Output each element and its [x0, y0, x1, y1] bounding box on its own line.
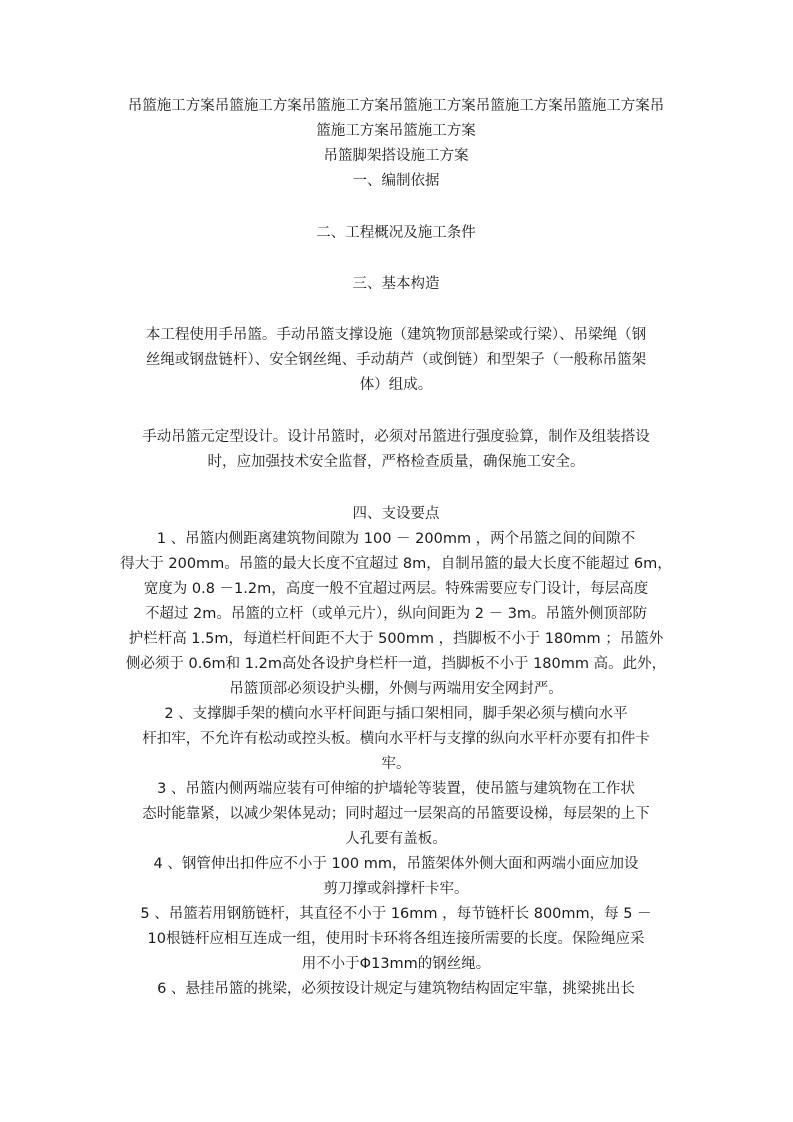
- text-line: 本工程使用手吊篮。手动吊篮支撑设施（建筑物顶部悬梁或行梁）、吊梁绳（钢: [145, 327, 647, 343]
- text-line: 6 、悬挂吊篮的挑梁，必须按设计规定与建筑物结构固定牢靠，挑梁挑出长: [157, 981, 635, 997]
- list-item-2: [116, 702, 676, 777]
- text-line: 护栏杆高 1.5m，每道栏杆间距不大于 500mm ，挡脚板不小于 180mm ；吊篮外: [128, 631, 664, 647]
- text-line: 5 、吊篮若用钢筋链杆，其直径不小于 16mm ，每节链杆长 800mm，每 5 －: [140, 906, 652, 922]
- list-item-4: [116, 852, 676, 902]
- header-repeat: [116, 94, 676, 144]
- text-line: 牢。: [381, 756, 411, 772]
- text-line: 不超过 2m。吊篮的立杆（或单元片），纵向间距为 2 － 3m。吊篮外侧顶部防: [144, 606, 648, 622]
- text-line: 人孔要有盖板。: [345, 831, 447, 847]
- text-line: 篮施工方案吊篮施工方案: [316, 123, 476, 139]
- document-body: [116, 94, 676, 1002]
- text-line: 4 、钢管伸出扣件应不小于 100 mm，吊篮架体外侧大面和两端小面应加设: [153, 856, 639, 872]
- text-line: 丝绳或钢盘链杆）、安全钢丝绳、手动葫芦（或倒链）和型架子（一般称吊篮架: [145, 352, 647, 368]
- text-line: 手动吊篮元定型设计。设计吊篮时，必须对吊篮进行强度验算，制作及组装搭设: [142, 429, 650, 445]
- paragraph-structure: [116, 323, 676, 398]
- text-line: 宽度为 0.8 －1.2m，高度一般不宜超过两层。特殊需要应专门设计，每层高度: [143, 581, 649, 597]
- text-line: 侧必须于 0.6m和 1.2m高处各设护身栏杆一道，挡脚板不小于 180mm 高。此外，: [125, 656, 667, 672]
- text-line: 10根链杆应相互连成一组，使用时卡环将各组连接所需要的长度。保险绳应采: [147, 931, 645, 947]
- section-heading-3: 三、基本构造: [352, 276, 440, 292]
- section-heading-2: 二、工程概况及施工条件: [316, 225, 476, 241]
- section-heading-1: 一、编制依据: [352, 173, 440, 189]
- text-line: 1 、吊篮内侧距离建筑物间隙为 100 － 200mm ，两个吊篮之间的间隙不: [156, 531, 636, 547]
- document-title: 吊篮脚架搭设施工方案: [323, 148, 469, 164]
- text-line: 用不小于Φ13mm的钢丝绳。: [301, 956, 491, 972]
- text-line: 杆扣牢，不允许有松动或控头板。横向水平杆与支撑的纵向水平杆亦要有扣件卡: [142, 731, 650, 747]
- text-line: 时，应加强技术安全监督，严格检查质量，确保施工安全。: [207, 454, 585, 470]
- text-line: 2 、支撑脚手架的横向水平杆间距与插口架相同，脚手架必须与横向水平: [164, 706, 628, 722]
- text-line: 体）组成。: [359, 377, 433, 393]
- text-line: 得大于 200mm。吊篮的最大长度不宜超过 8m，自制吊篮的最大长度不能超过 6m，: [120, 556, 672, 572]
- list-item-6: [116, 977, 676, 1002]
- list-item-5: [116, 902, 676, 977]
- text-line: 3 、吊篮内侧两端应装有可伸缩的护墙轮等装置，使吊篮与建筑物在工作状: [157, 781, 635, 797]
- text-line: 态时能靠紧，以减少架体晃动；同时超过一层架高的吊篮要设梯，每层架的上下: [142, 806, 650, 822]
- list-item-1: [116, 527, 676, 702]
- text-line: 吊篮施工方案吊篮施工方案吊篮施工方案吊篮施工方案吊篮施工方案吊篮施工方案吊: [127, 98, 665, 114]
- paragraph-design: [116, 425, 676, 475]
- list-item-3: [116, 777, 676, 852]
- section-heading-4: 四、支设要点: [352, 506, 440, 522]
- text-line: 吊篮顶部必须设护头棚，外侧与两端用安全网封严。: [229, 681, 563, 697]
- text-line: 剪刀撑或斜撑杆卡牢。: [323, 881, 469, 897]
